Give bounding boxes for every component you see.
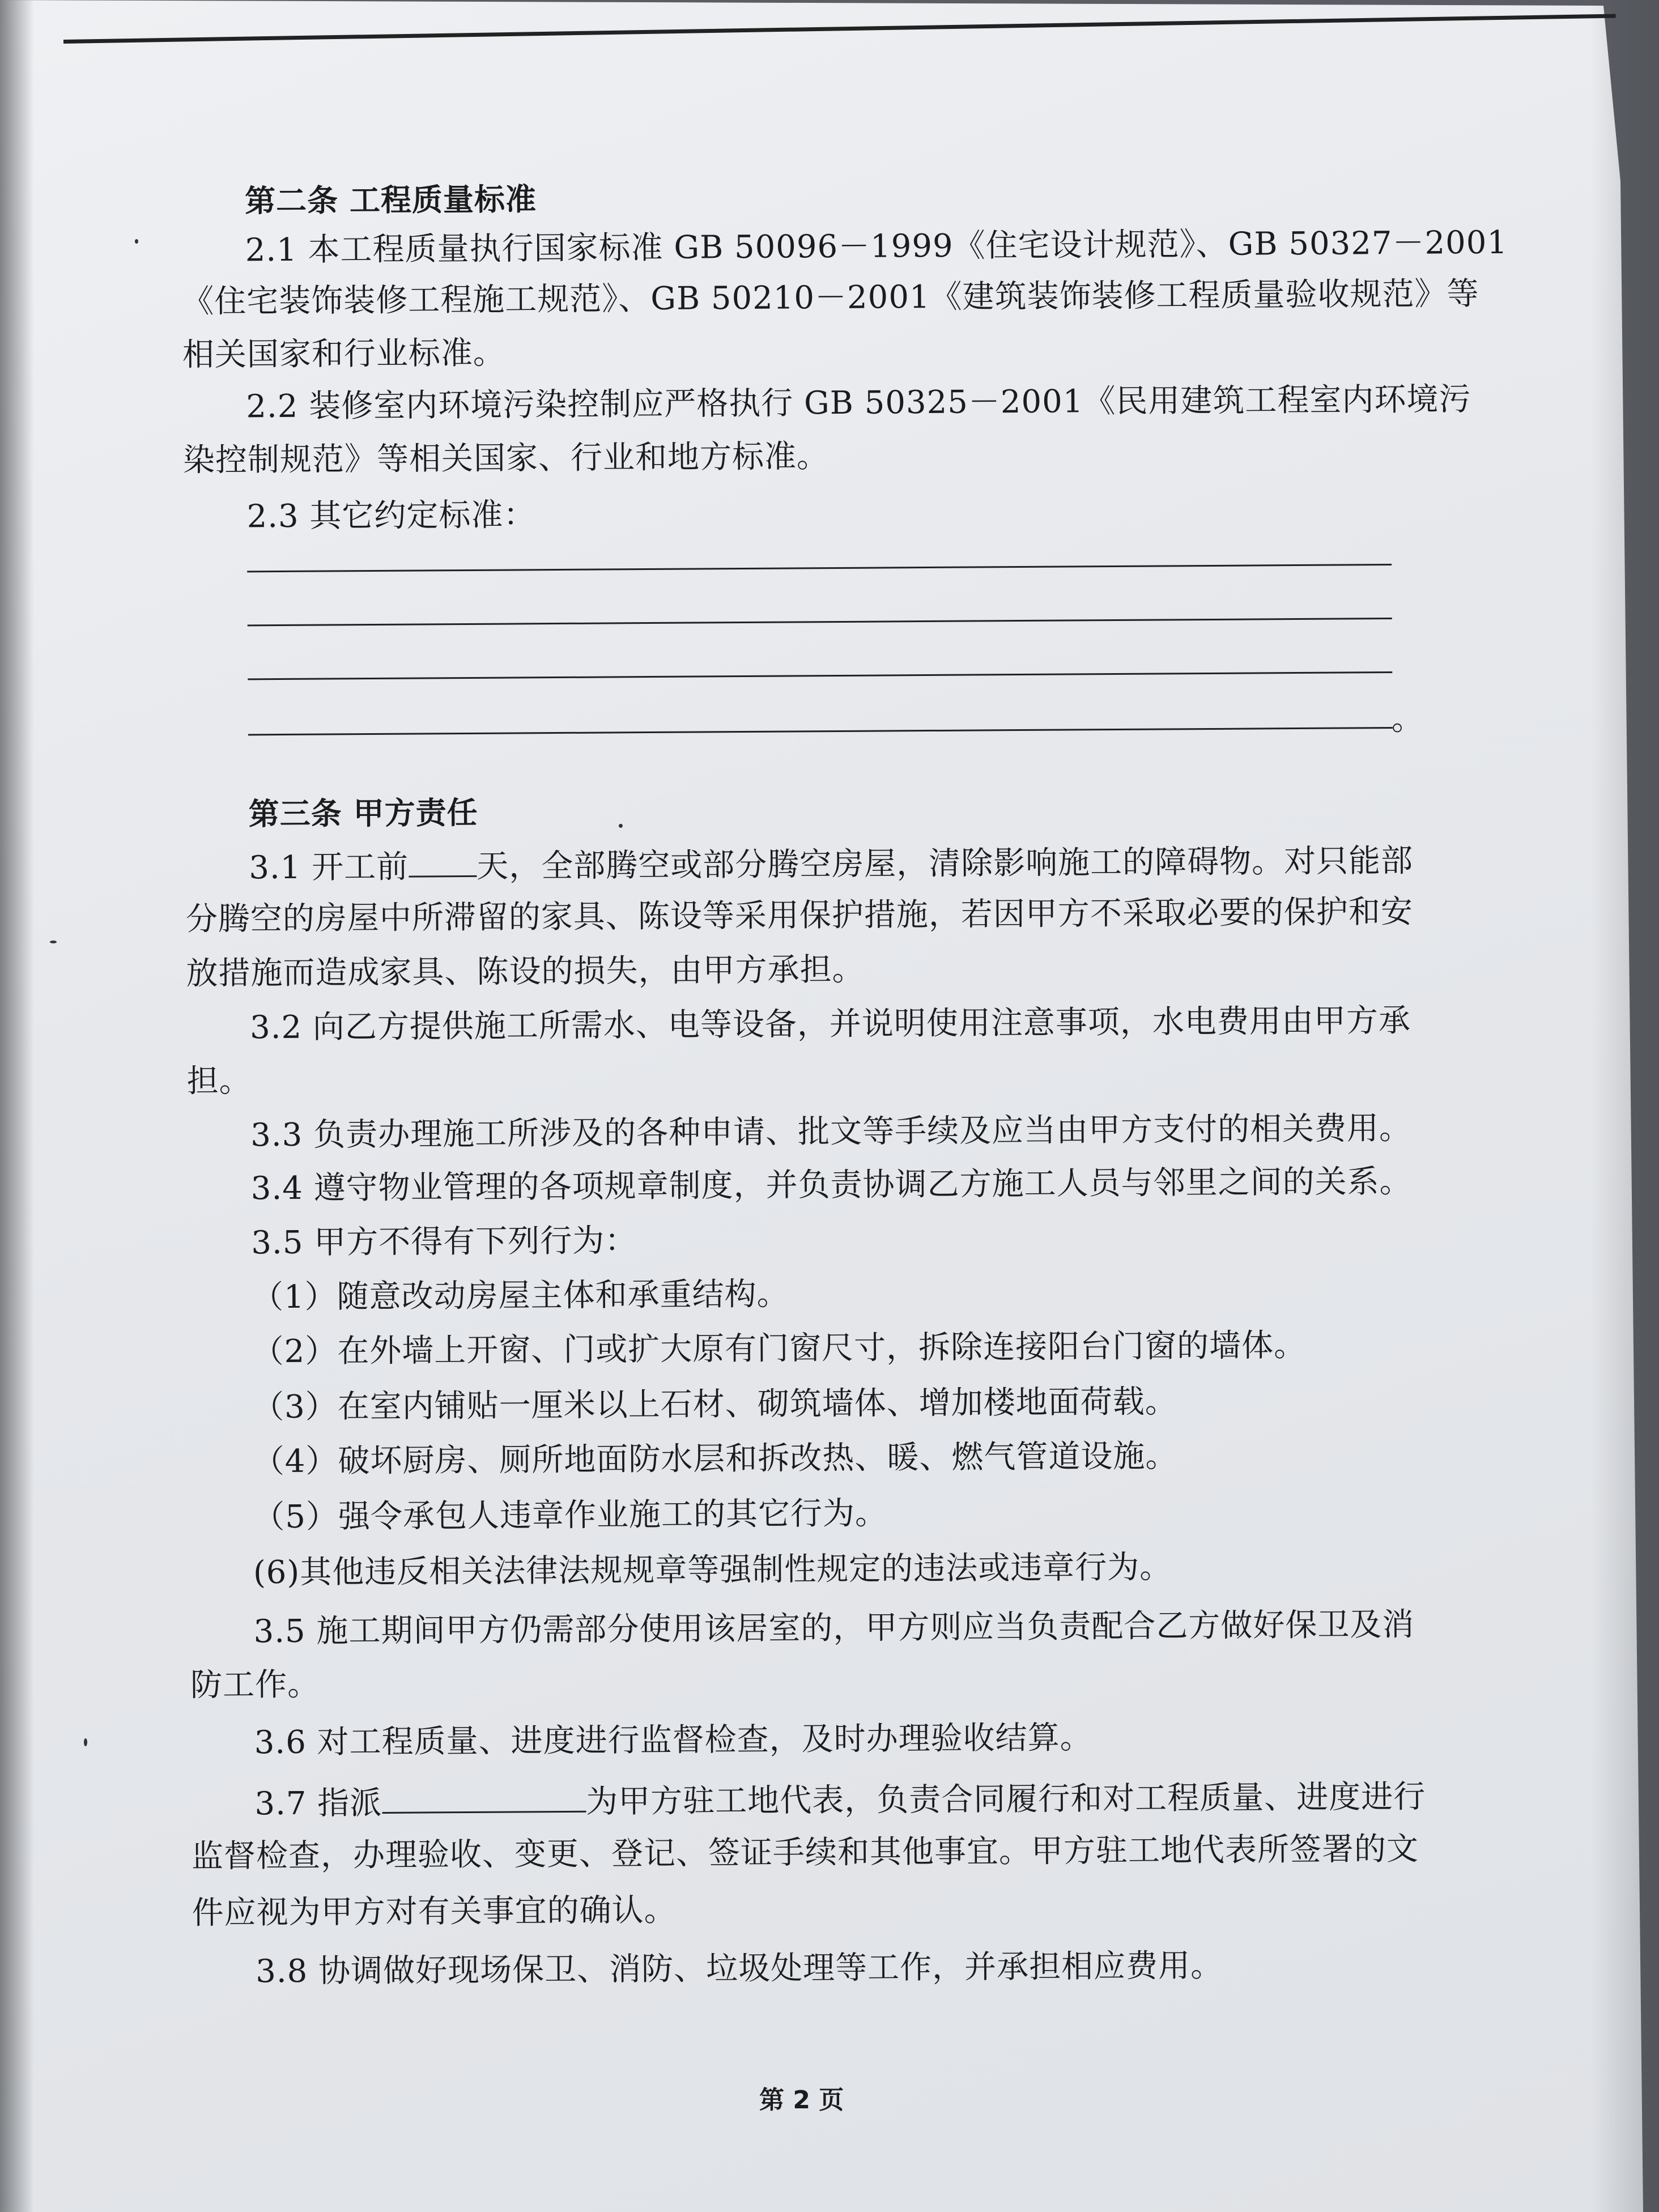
days-blank [409, 844, 477, 878]
clause-3-1-line-1 [249, 838, 1413, 888]
clause-3-7-line-2: 监督检查，办理验收、变更、登记、签证手续和其他事宜。甲方驻工地代表所签署的文 [191, 1830, 1419, 1875]
clause-3-6: 3.6 对工程质量、进度进行监督检查，及时办理验收结算。 [254, 1719, 1092, 1762]
prohibited-item-4: （4）破坏厨房、厕所地面防水层和拆改热、暖、燃气管道设施。 [252, 1437, 1178, 1481]
paper-speck [50, 941, 57, 943]
fill-in-line-3 [248, 671, 1392, 680]
fill-in-line-1 [247, 564, 1392, 572]
fill-in-line-2 [248, 618, 1392, 626]
representative-blank [382, 1779, 586, 1814]
clause-3-1-line-2: 分腾空的房屋中所滞留的家具、陈设等采用保护措施，若因甲方不采取必要的保护和安 [185, 893, 1414, 938]
clause-3-4: 3.4 遵守物业管理的各项规章制度，并负责协调乙方施工人员与邻里之间的关系。 [250, 1163, 1412, 1207]
paper-speck [619, 824, 623, 828]
prohibited-item-6: (6)其他违反相关法律法规规章等强制性规定的违法或违章行为。 [253, 1549, 1172, 1592]
prohibited-item-3: （3）在室内铺贴一厘米以上石材、砌筑墙体、增加楼地面荷载。 [252, 1383, 1177, 1426]
clause-3-2-line-2: 担。 [186, 1062, 252, 1100]
paper-speck [135, 239, 138, 244]
fill-in-period: 。 [1391, 700, 1423, 738]
clause-3-5b-line-2: 防工作。 [190, 1666, 320, 1704]
clause-2-2-line-2: 染控制规范》等相关国家、行业和地方标准。 [182, 438, 829, 479]
clause-3-1-suffix: 天，全部腾空或部分腾空房屋，清除影响施工的障碍物。对只能部 [477, 842, 1414, 885]
clause-2-2-line-1: 2.2 装修室内环境污染控制应严格执行 GB 50325－2001《民用建筑工程室内环境污 [246, 381, 1471, 426]
clause-2-1-line-1: 2.1 本工程质量执行国家标准 GB 50096－1999《住宅设计规范》、GB 50327－2001 [245, 224, 1508, 269]
clause-3-3: 3.3 负责办理施工所涉及的各种申请、批文等手续及应当由甲方支付的相关费用。 [250, 1109, 1412, 1154]
clause-3-1-line-3: 放措施而造成家具、陈设的损失，由甲方承担。 [186, 951, 865, 993]
article-2-heading: 第二条 工程质量标准 [244, 181, 537, 219]
fill-in-line-4 [248, 727, 1393, 735]
clause-3-5b-line-1: 3.5 施工期间甲方仍需部分使用该居室的，甲方则应当负责配合乙方做好保卫及消 [253, 1606, 1415, 1651]
prohibited-item-5: （5）强令承包人违章作业施工的其它行为。 [253, 1495, 888, 1536]
clause-2-1-line-3: 相关国家和行业标准。 [182, 334, 506, 374]
clause-3-2-line-1: 3.2 向乙方提供施工所需水、电等设备，并说明使用注意事项，水电费用由甲方承 [249, 1002, 1411, 1047]
prohibited-item-1: （1）随意改动房屋主体和承重结构。 [251, 1275, 789, 1316]
paper-speck [84, 1738, 87, 1746]
clause-2-1-line-2: 《住宅装饰装修工程施工规范》、GB 50210－2001《建筑装饰装修工程质量验收规范》等 [182, 275, 1479, 321]
clause-3-7-suffix: 为甲方驻工地代表，负责合同履行和对工程质量、进度进行 [586, 1778, 1426, 1820]
clause-3-7-line-1 [254, 1774, 1426, 1824]
article-3-heading: 第三条 甲方责任 [248, 794, 478, 832]
clause-3-5: 3.5 甲方不得有下列行为： [251, 1222, 637, 1262]
clause-3-7-prefix: 3.7 指派 [254, 1784, 382, 1823]
page-number: 第 2 页 [759, 2086, 844, 2115]
clause-3-8: 3.8 协调做好现场保卫、消防、垃圾处理等工作，并承担相应费用。 [256, 1947, 1223, 1990]
clause-2-3: 2.3 其它约定标准： [246, 496, 536, 535]
prohibited-item-2: （2）在外墙上开窗、门或扩大原有门窗尺寸，拆除连接阳台门窗的墙体。 [252, 1326, 1307, 1371]
clause-3-7-line-3: 件应视为甲方对有关事宜的确认。 [192, 1891, 677, 1932]
clause-3-1-prefix: 3.1 开工前 [249, 848, 409, 887]
